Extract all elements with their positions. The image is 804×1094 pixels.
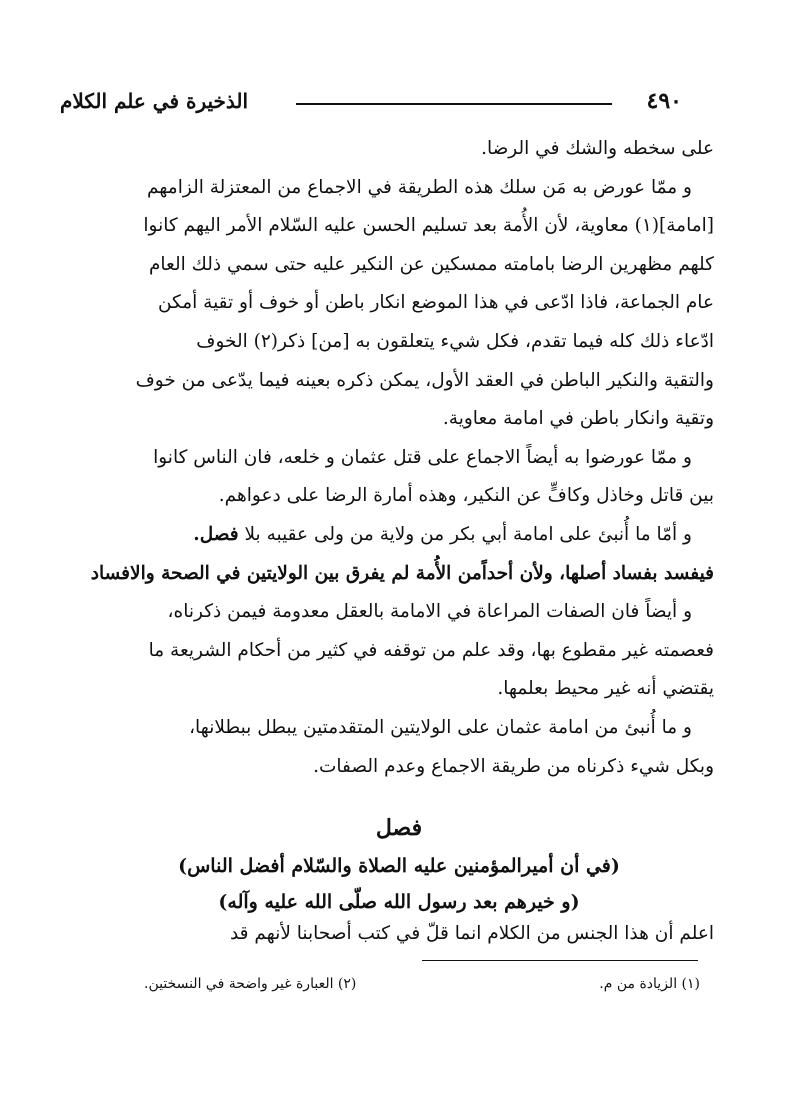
section-title: فصل bbox=[375, 815, 423, 841]
text-line: والتقية والنكير الباطن في العقد الأول، يمكن ذكره بعينه فيما يدّعى من خوف bbox=[135, 369, 714, 391]
text-line: وتقية وانكار باطن في امامة معاوية. bbox=[442, 408, 714, 430]
text-segment: و أمّا ما أُنبئ على امامة أبي بكر من ولاية من ولى عقيبه بلا bbox=[244, 523, 692, 545]
text-line: [امامة](١) معاوية، لأن الأُمة بعد تسليم الحسن عليه السّلام الأمر اليهم كانوا bbox=[143, 215, 714, 237]
text-line: على سخطه والشك في الرضا. bbox=[481, 138, 714, 159]
text-line: فعصمته غير مقطوع بها، وقد علم من توقفه في كثير من أحكام الشريعة ما bbox=[148, 639, 714, 661]
text-line: بين قاتل وخاذل وكافٍّ عن النكير، وهذه أمارة الرضا على دعواهم. bbox=[218, 485, 714, 507]
page-header bbox=[60, 86, 682, 120]
text-line: و ما أُنبئ من امامة عثمان على الولايتين المتقدمتين يبطل ببطلانها، bbox=[189, 716, 692, 738]
page-number: ٤٩٠ bbox=[646, 88, 682, 114]
text-line: و أيضاً فان الصفات المراعاة في الامامة بالعقل معدومة فيمن ذكرناه، bbox=[167, 601, 692, 623]
footnote-2: (٢) العبارة غير واضحة في النسختين. bbox=[144, 976, 357, 992]
footnote-1: (١) الزيادة من م. bbox=[599, 976, 700, 992]
text-line: فيفسد بفساد أصلها، ولأن أحداًمن الأُمة لم يفرق بين الولايتين في الصحة والافساد bbox=[90, 562, 714, 584]
text-line bbox=[84, 516, 714, 555]
text-line: كلهم مظهرين الرضا بامامته ممسكين عن النكير عليه حتى سمي ذلك العام bbox=[148, 253, 714, 275]
footnote-rule bbox=[422, 960, 698, 961]
section-heading bbox=[84, 808, 714, 920]
section-subtitle-2: (و خيرهم بعد رسول الله صلّى الله عليه وآله) bbox=[218, 891, 580, 913]
running-title: الذخيرة في علم الكلام bbox=[60, 89, 249, 113]
text-line: و ممّا عورضوا به أيضاً الاجماع على قتل عثمان و خلعه، فان الناس كانوا bbox=[153, 446, 692, 468]
text-line: وبكل شيء ذكرناه من طريقة الاجماع وعدم الصفات. bbox=[313, 755, 714, 777]
section-first-line: اعلم أن هذا الجنس من الكلام انما قلّ في كتب أصحابنا لأنهم قد bbox=[229, 923, 714, 944]
section-subtitle-1: (في أن أميرالمؤمنين عليه الصلاة والسّلام أفضل الناس) bbox=[178, 855, 620, 877]
header-rule bbox=[296, 103, 612, 105]
text-line: عام الجماعة، فاذا ادّعى في هذا الموضع انكار باطن أو خوف أو تقية أمكن bbox=[157, 292, 714, 314]
text-line: ادّعاء ذلك كله فيما تقدم، فكل شيء يتعلقون به [من] ذكر(٢) الخوف bbox=[196, 330, 714, 352]
inline-fasl: فصل. bbox=[193, 523, 239, 545]
text-line: يقتضي أنه غير محيط بعلمها. bbox=[497, 678, 714, 700]
text-line: و ممّا عورض به مَن سلك هذه الطريقة في الاجماع من المعتزلة الزامهم bbox=[146, 176, 692, 198]
footnotes bbox=[84, 972, 700, 1000]
main-text bbox=[84, 130, 714, 786]
